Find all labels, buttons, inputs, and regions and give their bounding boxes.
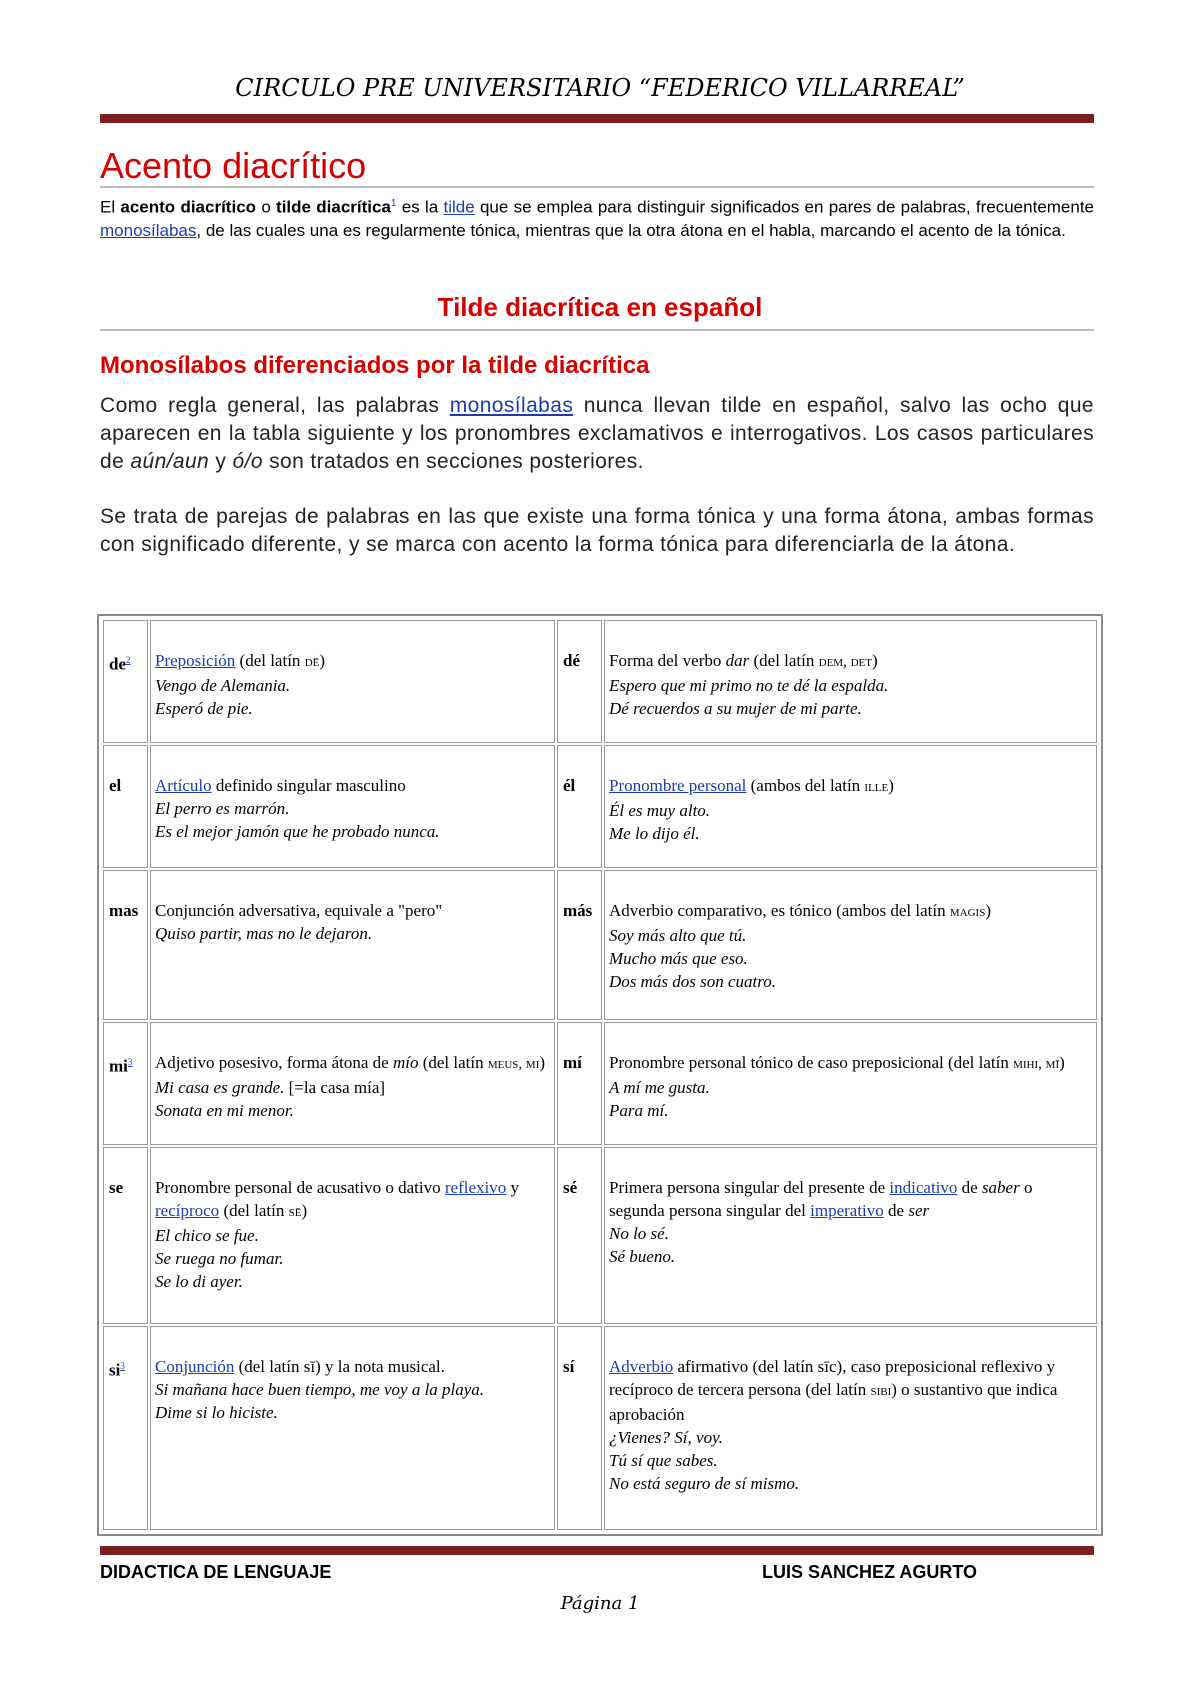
definition-cell: [604, 620, 1097, 743]
intro-text: es la: [396, 197, 444, 217]
table-row: [103, 1326, 1097, 1530]
intro-text: que se emplea para distinguir significados en pares de palabras, frecuentemente: [474, 197, 1094, 217]
header-rule: [100, 114, 1094, 123]
example: El perro es marrón.: [155, 799, 290, 819]
def-text: [=la casa mía]: [284, 1078, 386, 1098]
example: Si mañana hace buen tiempo, me voy a la playa.: [155, 1380, 485, 1400]
link-pronombre-personal[interactable]: Pronombre personal: [609, 776, 747, 796]
example: Mi casa es grande.: [155, 1078, 285, 1098]
link-preposicion[interactable]: Preposición: [155, 651, 236, 670]
def-text: Primera persona singular del presente de: [609, 1178, 890, 1198]
def-text: Pronombre personal tónico de caso preposicional (del latín: [609, 1053, 1014, 1073]
link-imperativo[interactable]: imperativo: [810, 1201, 884, 1221]
table-row: [103, 1147, 1097, 1324]
example: ¿Vienes? Sí, voy.: [609, 1428, 723, 1448]
footnote-ref[interactable]: 1: [390, 198, 397, 209]
section-underline: [100, 329, 1094, 331]
link-adverbio[interactable]: Adverbio: [609, 1357, 674, 1377]
def-text: (del latín sī) y la nota musical.: [234, 1357, 445, 1377]
word-cell: [103, 1022, 148, 1145]
definition-cell: [150, 1147, 555, 1324]
latin-word: meus, mi: [487, 1056, 540, 1073]
def-italic: saber: [981, 1178, 1020, 1198]
para-italic: aún/aun: [130, 450, 210, 473]
word: se: [109, 1178, 124, 1198]
def-text: ): [319, 651, 326, 670]
example: Él es muy alto.: [609, 801, 711, 821]
word: más: [563, 901, 593, 921]
table-row: [103, 745, 1097, 868]
definition-cell: [150, 620, 555, 743]
def-text: (del latín: [235, 651, 305, 670]
footer-rule: [100, 1546, 1094, 1555]
example: Esperó de pie.: [155, 699, 253, 718]
paragraph-rule: [100, 392, 1094, 476]
definition-cell: [604, 745, 1097, 868]
latin-word: mihi, mī: [1013, 1056, 1060, 1073]
para-text: y: [209, 450, 233, 473]
def-text: Pronombre personal de acusativo o dativo: [155, 1178, 445, 1198]
word: dé: [563, 651, 580, 670]
def-text: Forma del verbo: [609, 651, 726, 670]
para-italic: ó/o: [232, 450, 263, 473]
def-italic: mío: [392, 1053, 419, 1073]
word-cell: [557, 745, 602, 868]
word-cell: [557, 1326, 602, 1530]
definition-cell: [604, 1147, 1097, 1324]
latin-word: ille: [864, 779, 889, 796]
definition-cell: [604, 1022, 1097, 1145]
intro-bold-term: tilde diacrítica: [276, 197, 391, 217]
def-text: definido singular masculino: [211, 776, 406, 796]
def-text: Adverbio comparativo, es tónico (ambos del latín: [609, 901, 950, 921]
definition-cell: [604, 870, 1097, 1020]
def-text: Adjetivo posesivo, forma átona de: [155, 1053, 393, 1073]
footnote-ref[interactable]: 2: [126, 655, 131, 665]
def-text: (ambos del latín: [746, 776, 865, 796]
definition-cell: [604, 1326, 1097, 1530]
link-reflexivo[interactable]: reflexivo: [444, 1178, 507, 1198]
para-text: son tratados en secciones posteriores.: [262, 450, 644, 473]
word-cell: [557, 1147, 602, 1324]
example: Tú sí que sabes.: [609, 1451, 718, 1471]
footnote-ref[interactable]: 3: [127, 1057, 133, 1068]
link-monosilabas[interactable]: monosílabas: [449, 394, 574, 417]
example: A mí me gusta.: [609, 1078, 710, 1098]
intro-text: , de las cuales una es regularmente tónica, mientras que la otra átona en el habla, marcando el acento de la tónica.: [196, 220, 1066, 240]
def-text: ) o sustantivo que indica aprobación: [609, 1380, 1058, 1425]
example: El chico se fue.: [155, 1226, 259, 1246]
def-text: ): [301, 1201, 308, 1221]
para-text: nunca llevan tilde en español, salvo las ocho que aparecen en la tabla siguiente y los pronombres exclamativos e interrogativos. Los casos particulares de: [100, 394, 1094, 473]
def-text: ): [1059, 1053, 1065, 1073]
def-text: (del latín: [418, 1053, 488, 1073]
link-reciproco[interactable]: recíproco: [155, 1201, 220, 1221]
example: Para mí.: [609, 1101, 669, 1121]
doc-title: Acento diacrítico: [100, 145, 367, 186]
word-cell: [103, 870, 148, 1020]
word-cell: [557, 1022, 602, 1145]
link-conjuncion[interactable]: Conjunción: [155, 1357, 235, 1377]
latin-word: dē: [304, 654, 320, 670]
example: Se lo di ayer.: [155, 1272, 243, 1292]
page-number: Página 1: [560, 1593, 640, 1614]
example: Quiso partir, mas no le dejaron.: [155, 924, 373, 944]
header-title: CIRCULO PRE UNIVERSITARIO “FEDERICO VILLARREAL”: [235, 74, 965, 102]
example: Dé recuerdos a su mujer de mi parte.: [609, 699, 862, 718]
intro-bold-term: acento diacrítico: [120, 197, 257, 217]
def-text: de: [957, 1178, 982, 1198]
diacritic-table: [97, 614, 1103, 1536]
word: de: [109, 654, 126, 674]
word: sí: [563, 1357, 575, 1377]
link-indicativo[interactable]: indicativo: [889, 1178, 958, 1198]
example: Dos más dos son cuatro.: [609, 972, 777, 992]
word: mas: [109, 901, 139, 921]
example: Me lo dijo él.: [609, 824, 700, 844]
footer-course: DIDACTICA DE LENGUAJE: [100, 1562, 332, 1582]
link-tilde[interactable]: tilde: [443, 197, 475, 217]
definition-cell: [150, 1326, 555, 1530]
def-text: ): [985, 901, 991, 921]
def-italic: dar: [725, 651, 750, 670]
def-text: y: [506, 1178, 519, 1198]
section-title: Tilde diacrítica en español: [437, 292, 763, 322]
definition-cell: [150, 1022, 555, 1145]
example: No está seguro de sí mismo.: [609, 1474, 800, 1494]
def-italic: ser: [908, 1201, 930, 1221]
latin-word: sē: [288, 1204, 302, 1221]
title-underline: [100, 186, 1094, 188]
def-text: (del latín: [749, 651, 819, 670]
table-row: [103, 870, 1097, 1020]
def-text: Conjunción adversativa, equivale a "pero": [155, 901, 443, 921]
word-cell: [103, 745, 148, 868]
word: si: [109, 1360, 121, 1380]
word: él: [563, 776, 576, 796]
word-cell: [557, 870, 602, 1020]
link-monosilabas[interactable]: monosílabas: [100, 220, 197, 240]
example: Vengo de Alemania.: [155, 676, 291, 695]
word-cell: [557, 620, 602, 743]
word: sé: [563, 1178, 578, 1198]
def-text: afirmativo (del latín sīc), caso preposicional reflexivo y recíproco de tercera persona (del latín: [609, 1357, 1056, 1400]
latin-word: dem, det: [818, 654, 872, 670]
word: mi: [109, 1056, 128, 1076]
intro-text: o: [256, 197, 277, 217]
example: Es el mejor jamón que he probado nunca.: [155, 822, 440, 842]
intro-paragraph: [100, 192, 1094, 242]
def-text: (del latín: [219, 1201, 289, 1221]
def-text: o segunda persona singular del: [609, 1178, 1033, 1221]
example: Sonata en mi menor.: [155, 1101, 294, 1121]
example: Se ruega no fumar.: [155, 1249, 284, 1269]
def-text: ): [888, 776, 894, 796]
example: No lo sé.: [609, 1224, 669, 1244]
example: Dime si lo hiciste.: [155, 1403, 278, 1423]
example: Soy más alto que tú.: [609, 926, 747, 946]
link-articulo[interactable]: Artículo: [155, 776, 212, 796]
def-text: ): [871, 651, 878, 670]
definition-cell: [150, 745, 555, 868]
word-cell: [103, 620, 148, 743]
para-text: Como regla general, las palabras: [100, 394, 450, 417]
word-cell: [103, 1326, 148, 1530]
latin-word: magis: [949, 904, 986, 921]
paragraph-pairs: Se trata de parejas de palabras en las que existe una forma tónica y una forma átona, ambas formas con significado diferente, y se marca con acento la forma tónica para diferenciarla de la átona.: [100, 505, 1094, 556]
table-row: [103, 620, 1097, 743]
subsection-title: Monosílabos diferenciados por la tilde diacrítica: [100, 352, 650, 379]
footer-author: LUIS SANCHEZ AGURTO: [762, 1562, 978, 1582]
def-text: de: [883, 1201, 909, 1221]
example: Mucho más que eso.: [609, 949, 748, 969]
definition-cell: [150, 870, 555, 1020]
word: el: [109, 776, 122, 796]
def-text: ): [539, 1053, 546, 1073]
example: Sé bueno.: [609, 1247, 676, 1267]
word-cell: [103, 1147, 148, 1324]
word: mí: [563, 1053, 582, 1073]
latin-word: sibi: [870, 1383, 892, 1400]
footnote-ref[interactable]: 3: [120, 1361, 125, 1372]
example: Espero que mi primo no te dé la espalda.: [609, 676, 889, 695]
table-row: [103, 1022, 1097, 1145]
intro-text: El: [100, 197, 121, 217]
